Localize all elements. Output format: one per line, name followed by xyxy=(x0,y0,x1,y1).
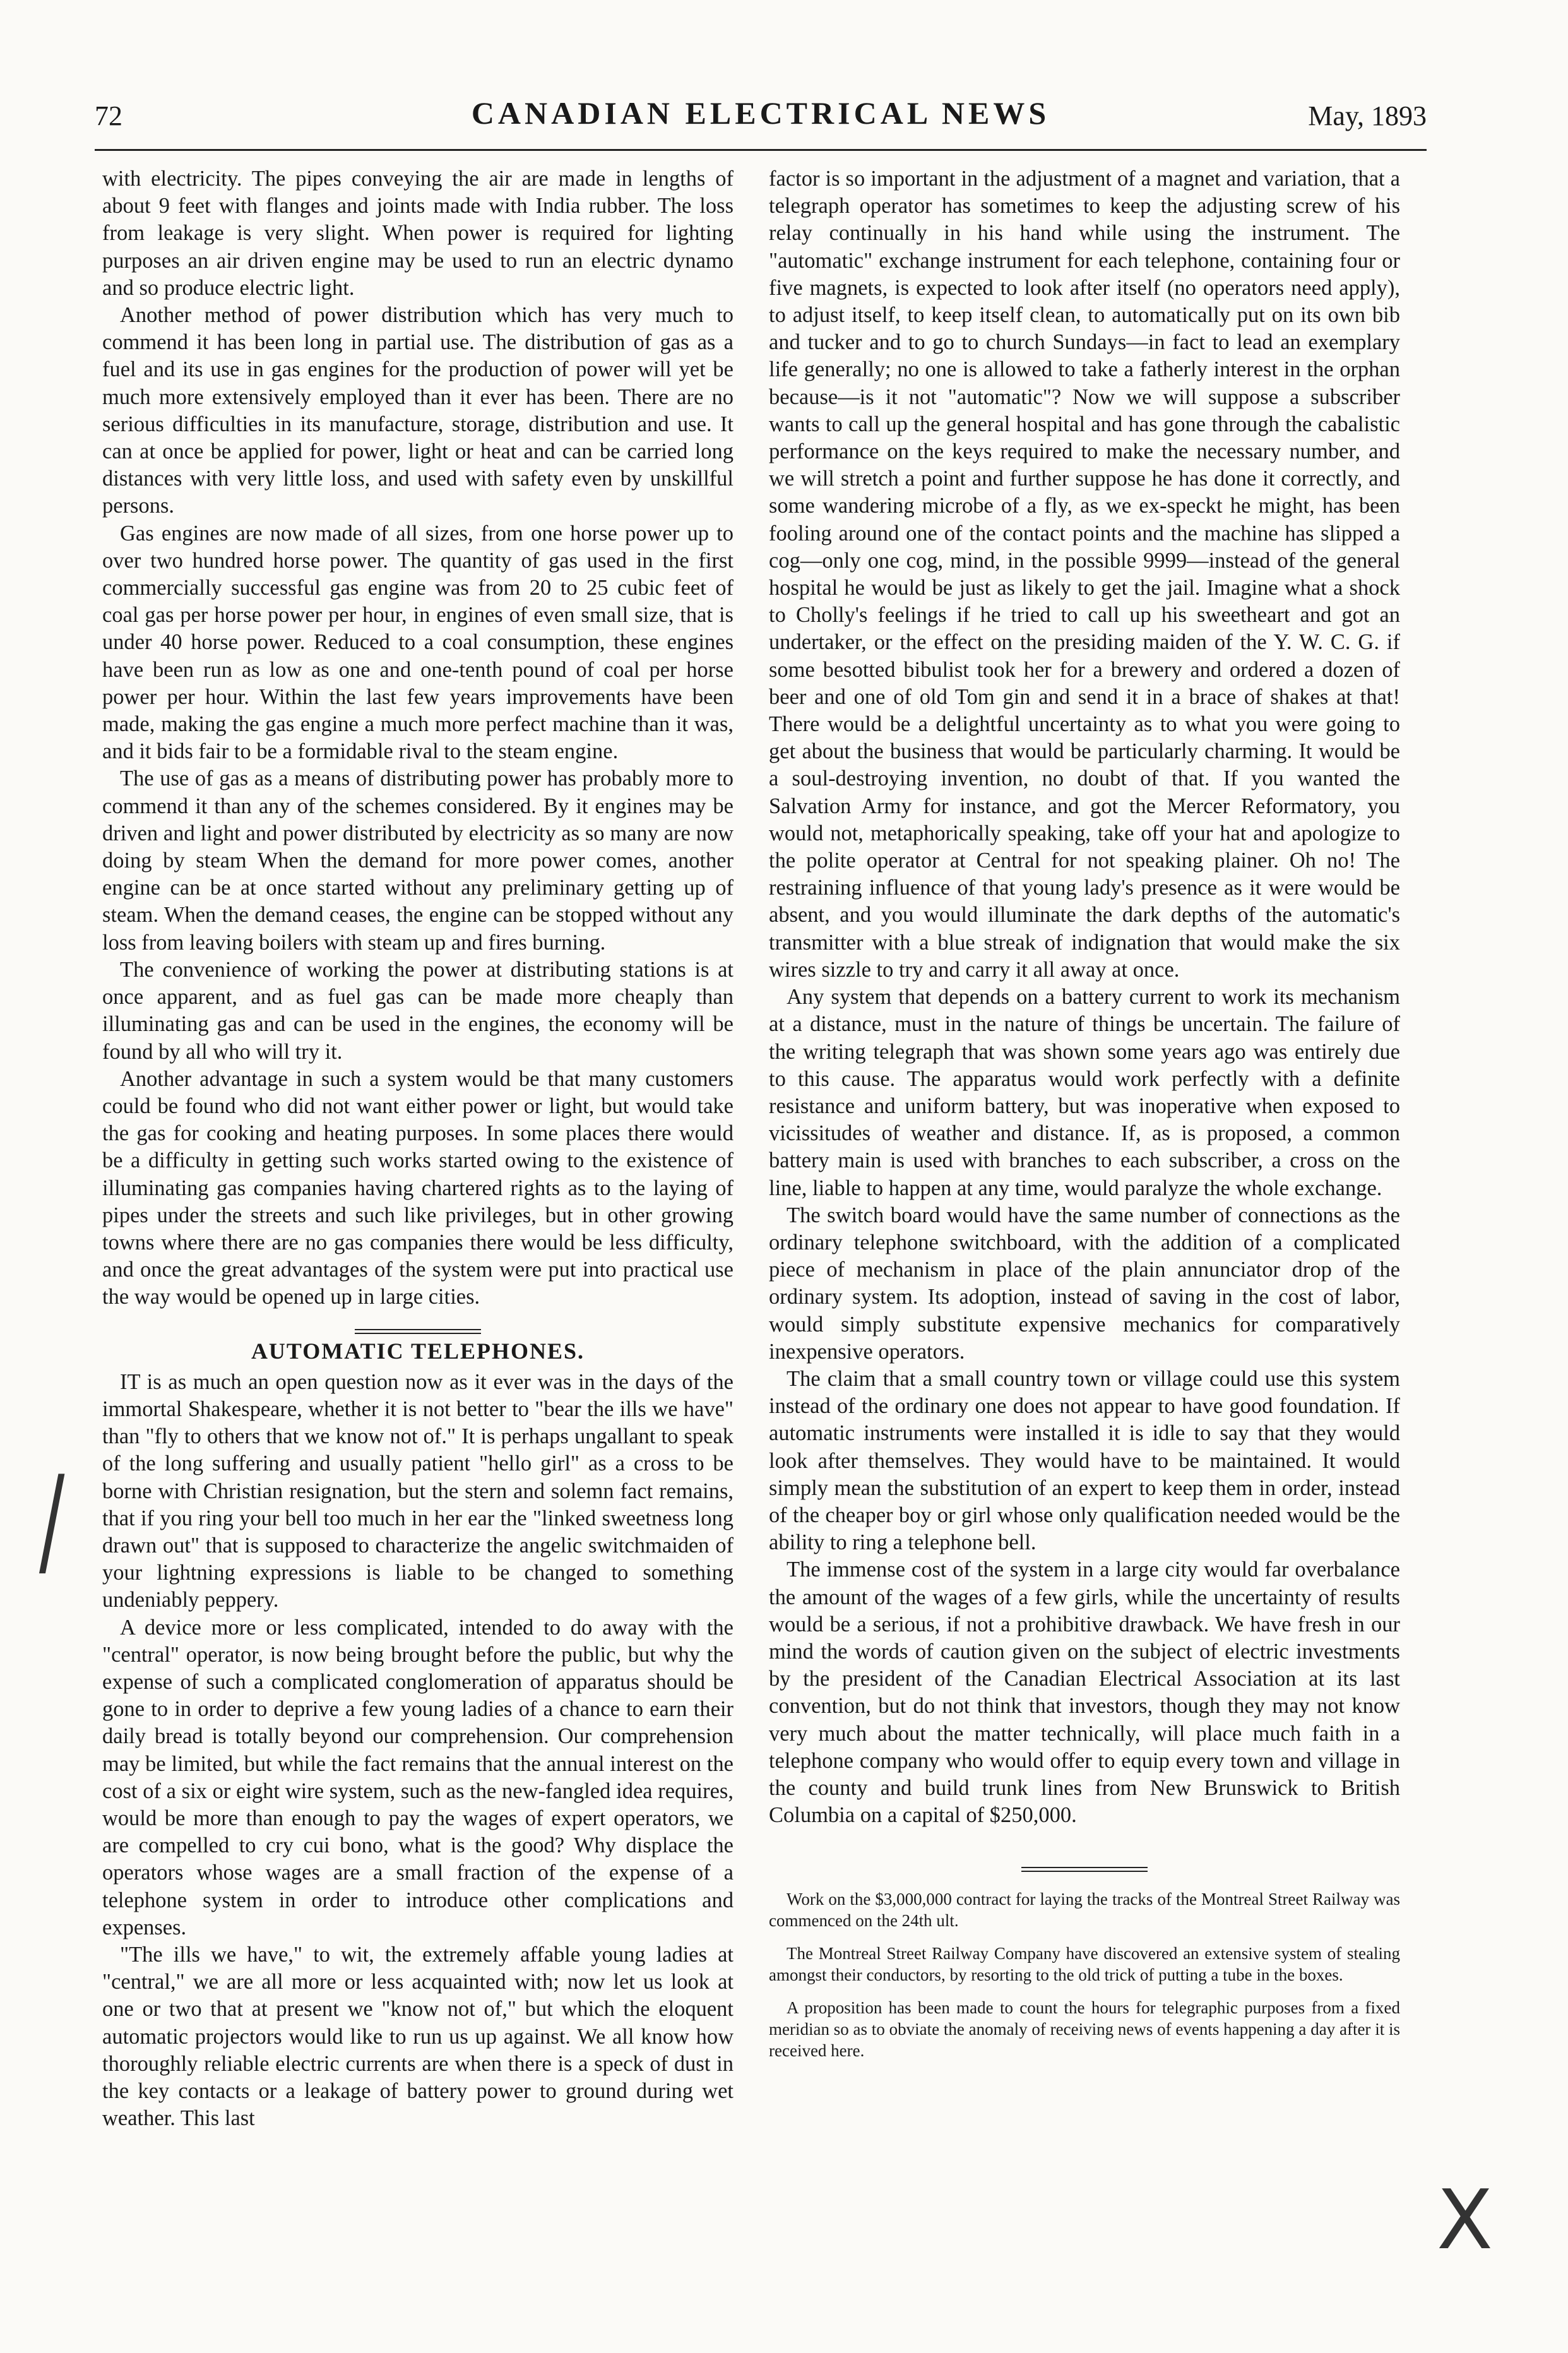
paragraph: with electricity. The pipes conveying the air are made in lengths of about 9 feet with flanges and joints made with India rubber. The loss from leakage is very slight. When power is required for lighting purposes an air driven engine may be used to run an electric dynamo and so produce electric light. xyxy=(102,167,734,300)
paragraph: Gas engines are now made of all sizes, from one horse power up to over two hundred horse power. The quantity of gas used in the first commercially successful gas engine was from 20 to 25 cubic feet of coal gas per horse power per hour, in engines of even small size, that is under 40 horse power. Reduced to a coal consumption, these engines have been run as low as one and one-tenth pound of coal per horse power per hour. Within the last few years improvements have been made, making the gas engine a much more perfect machine than it was, and it bids fair to be a formidable rival to the steam engine. xyxy=(102,521,734,764)
paragraph: Another method of power distribution which has very much to commend it has been long in partial use. The distribution of gas as a fuel and its use in gas engines for the production of power will yet be much more extensively employed than it ever has been. There are no serious difficulties in its manufacture, storage, distribution and use. It can at once be applied for power, light or heat and can be carried long distances with very little loss, and used with safety even by unskillful persons. xyxy=(102,303,734,518)
left-column xyxy=(102,165,734,2132)
masthead: CANADIAN ELECTRICAL NEWS xyxy=(471,95,1050,131)
header-rule xyxy=(95,149,1427,151)
paragraph: "The ills we have," to wit, the extremely affable young ladies at "central," we are all more or less acquainted with; now let us look at one or two that at present we "know not of," but which the eloquent automatic projectors would like to run us up against. We all know how thoroughly reliable electric currents are when there is a speck of dust in the key contacts or a leakage of battery power to ground during wet weather. This last xyxy=(102,1943,734,2131)
paragraph: The immense cost of the system in a large city would far overbalance the amount of the wages of a few girls, while the uncertainty of results would be a serious, if not a prohibitive drawback. We have fresh in our mind the words of caution given on the subject of electric investments by the president of the Canadian Electrical Association at its last convention, but do not think that investors, though they may not know very much about the matter technically, will place much faith in a telephone company who would offer to equip every town and village in the county and build trunk lines from New Brunswick to British Columbia on a capital of $250,000. xyxy=(769,1558,1400,1828)
paragraph: IT is as much an open question now as it ever was in the days of the immortal Shakespeare, whether it is not better to "bear the ills we have" than "fly to others that we know not of." It is perhaps ungallant to speak of the long suffering and usually patient "hello girl" as a cross to be borne with Christian resignation, but the stern and solemn fact remains, that if you ring your bell too much in her ear the "linked sweetness long drawn out" that is supposed to characterize the angelic switchmaiden of your lightning expressions is liable to be changed to something undeniably peppery. xyxy=(102,1369,734,1612)
margin-pencil-mark: / xyxy=(39,1451,65,1592)
paragraph: The convenience of working the power at distributing stations is at once apparent, and as fuel gas can be made more cheaply than illuminating gas and can be used in the engines, the economy will be found by all who will try it. xyxy=(102,957,734,1064)
paragraph: The use of gas as a means of distributing power has probably more to commend it than any of the schemes considered. By it engines may be driven and light and power distributed by electricity as so many are now doing by steam When the demand for more power comes, another engine can be at once started without any preliminary getting up of steam. When the demand ceases, the engine can be stopped without any loss from leaving boilers with steam up and fires burning. xyxy=(102,766,734,955)
news-note: A proposition has been made to count the hours for telegraphic purposes from a fixed meridian so as to obviate the anomaly of receiving news of events happening a day after it is received here. xyxy=(769,1998,1400,2061)
paragraph: Any system that depends on a battery current to work its mechanism at a distance, must in the nature of things be uncertain. The failure of the writing telegraph that was shown some years ago was entirely due to this cause. The apparatus would work perfectly with a definite resistance and uniform battery, but was inoperative when exposed to vicissitudes of weather and distance. If, as is proposed, a common battery main is used with branches to each subscriber, a cross on the line, liable to happen at any time, would paralyze the whole exchange. xyxy=(769,985,1400,1200)
right-column xyxy=(769,165,1400,2073)
paragraph: The claim that a small country town or village could use this system instead of the ordinary one does not appear to have good foundation. If automatic instruments were installed it is idle to say that they would look after themselves. They would have to be maintained. It would simply mean the substitution of an expert to keep them in order, instead of the cheaper boy or girl whose only qualification needed would be the ability to ring a telephone bell. xyxy=(769,1366,1400,1555)
paragraph: A device more or less complicated, intended to do away with the "central" operator, is now being brought before the public, but why the expense of such a complicated conglomeration of apparatus should be gone to in order to deprive a few young ladies of a chance to earn their daily bread is totally beyond our comprehension. Our comprehension may be limited, but while the fact remains that the annual interest on the cost of a six or eight wire system, such as the new-fangled idea requires, would be more than enough to pay the wages of expert operators, we are compelled to cry cui bono, what is the good? Why displace the operators whose wages are a small fraction of the expense of a telephone system in order to introduce other complications and expenses. xyxy=(102,1615,734,1939)
page-header xyxy=(95,95,1427,145)
paragraph: The switch board would have the same number of connections as the ordinary telephone switchboard, with the addition of a complicated piece of mechanism in place of the plain annunciator drop of the ordinary system. Its adoption, instead of saving in the cost of labor, would simply substitute expensive mechanics for comparatively inexpensive operators. xyxy=(769,1203,1400,1364)
margin-pencil-mark: X xyxy=(1437,2172,1494,2268)
issue-date: May, 1893 xyxy=(1308,100,1427,131)
page-number: 72 xyxy=(95,100,122,131)
paragraph: Another advantage in such a system would be that many customers could be found who did not want either power or light, but would take the gas for cooking and heating purposes. In some places there would be a difficulty in getting such works started owing to the existence of illuminating gas companies having chartered rights as to the laying of pipes under the streets and such like privileges, but in other growing towns where there are no gas companies there would be less difficulty, and once the great advantages of the system were put into practical use the way would be opened up in large cities. xyxy=(102,1066,734,1309)
news-note: The Montreal Street Railway Company have discovered an extensive system of stealing amongst their conductors, by resorting to the old trick of putting a tube in the boxes. xyxy=(769,1944,1400,1985)
section-divider xyxy=(355,1329,481,1334)
paragraph: factor is so important in the adjustment of a magnet and variation, that a telegraph operator has sometimes to keep the adjusting screw of his relay continually in his hand while using the instrument. The "automatic" exchange instrument for each telephone, containing four or five magnets, is expected to look after itself (no operators need apply), to adjust itself, to keep itself clean, to automatically put on its own bib and tucker and to go to church Sundays—in fact to lead an exemplary life generally; no one is allowed to take a fatherly interest in the orphan because—is it not "automatic"? Now we will suppose a subscriber wants to call up the general hospital and has gone through the cabalistic performance on the keys required to make the necessary number, and we will stretch a point and further suppose he has done it correctly, and some wandering microbe of a fly, as we ex-speckt he might, has been fooling around one of the contact points and the machine has slipped a cog—only one cog, mind, in the possible 9999—instead of the general hospital he would be just as likely to get the jail. Imagine what a shock to Cholly's feelings if he tried to call up his sweetheart and got an undertaker, or the effect on the presiding maiden of the Y. W. C. G. if some besotted bibulist took her for a brewery and ordered a dozen of beer and one of old Tom gin and send it in a brace of shakes at that! There would be a delightful uncertainty as to what you were going to get about the business that would be particularly charming. It would be a soul-destroying invention, no doubt of that. If you wanted the Salvation Army for instance, and got the Mercer Reformatory, you would not, metaphorically speaking, take off your hat and apologize to the polite operator at Central for not speaking plainer. Oh no! The restraining influence of that young lady's presence as it were would be absent, and you would illuminate the dark depths of the automatic's transmitter with a blue streak of indignation that would make the six wires sizzle to try and carry it all away at once. xyxy=(769,167,1400,982)
section-title: AUTOMATIC TELEPHONES. xyxy=(251,1338,585,1364)
news-note: Work on the $3,000,000 contract for laying the tracks of the Montreal Street Railway was commenced on the 24th ult. xyxy=(769,1890,1400,1931)
notes-divider xyxy=(1021,1867,1148,1872)
